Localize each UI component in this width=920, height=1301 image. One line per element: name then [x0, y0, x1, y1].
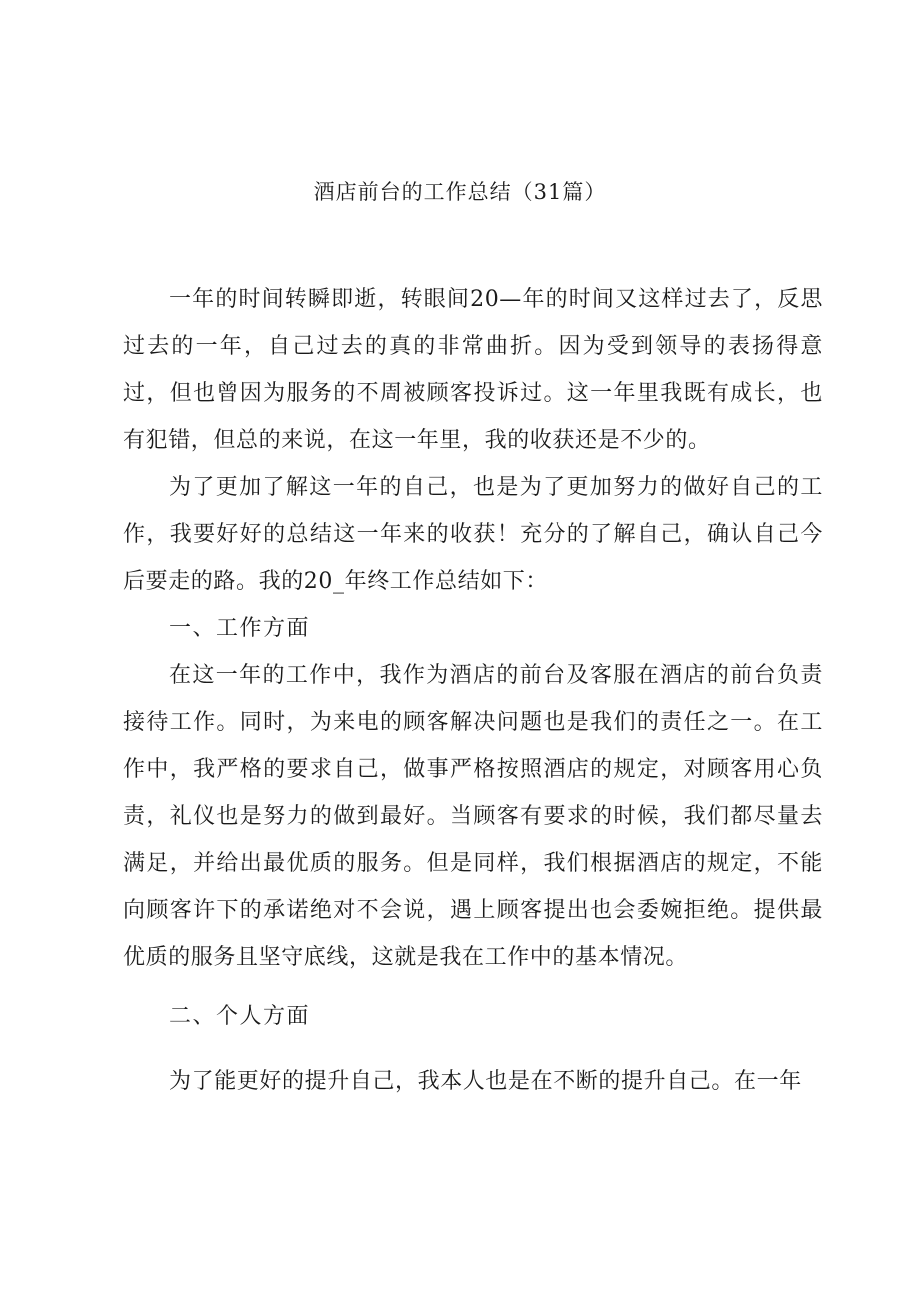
- document-title: 酒店前台的工作总结（31篇）: [313, 180, 607, 204]
- paragraph-work: 在这一年的工作中，我作为酒店的前台及客服在酒店的前台负责接待工作。同时，为来电的顾客解决问题也是我们的责任之一。在工作中，我严格的要求自己，做事严格按照酒店的规定，对顾客用心负责，礼仪也是努力的做到最好。当顾客有要求的时候，我们都尽量去满足，并给出最优质的服务。但是同样，我们根据酒店的规定，不能向顾客许下的承诺绝对不会说，遇上顾客提出也会委婉拒绝。提供最优质的服务且坚守底线，这就是我在工作中的基本情况。: [123, 663, 823, 970]
- document-body: [123, 276, 823, 1105]
- paragraph-reflection: 一年的时间转瞬即逝，转眼间20—年的时间又这样过去了，反思过去的一年，自己过去的真的非常曲折。因为受到领导的表扬得意过，但也曾因为服务的不周被顾客投诉过。这一年里我既有成长，也有犯错，但总的来说，在这一年里，我的收获还是不少的。: [123, 287, 823, 453]
- section-heading-personal: 二、个人方面: [169, 1004, 311, 1029]
- section-heading-work: 一、工作方面: [169, 616, 311, 641]
- paragraph-personal: 为了能更好的提升自己，我本人也是在不断的提升自己。在一年: [169, 1069, 802, 1094]
- paragraph-purpose: 为了更加了解这一年的自己，也是为了更加努力的做好自己的工作，我要好好的总结这一年来的收获！充分的了解自己，确认自己今后要走的路。我的20_年终工作总结如下：: [123, 475, 823, 594]
